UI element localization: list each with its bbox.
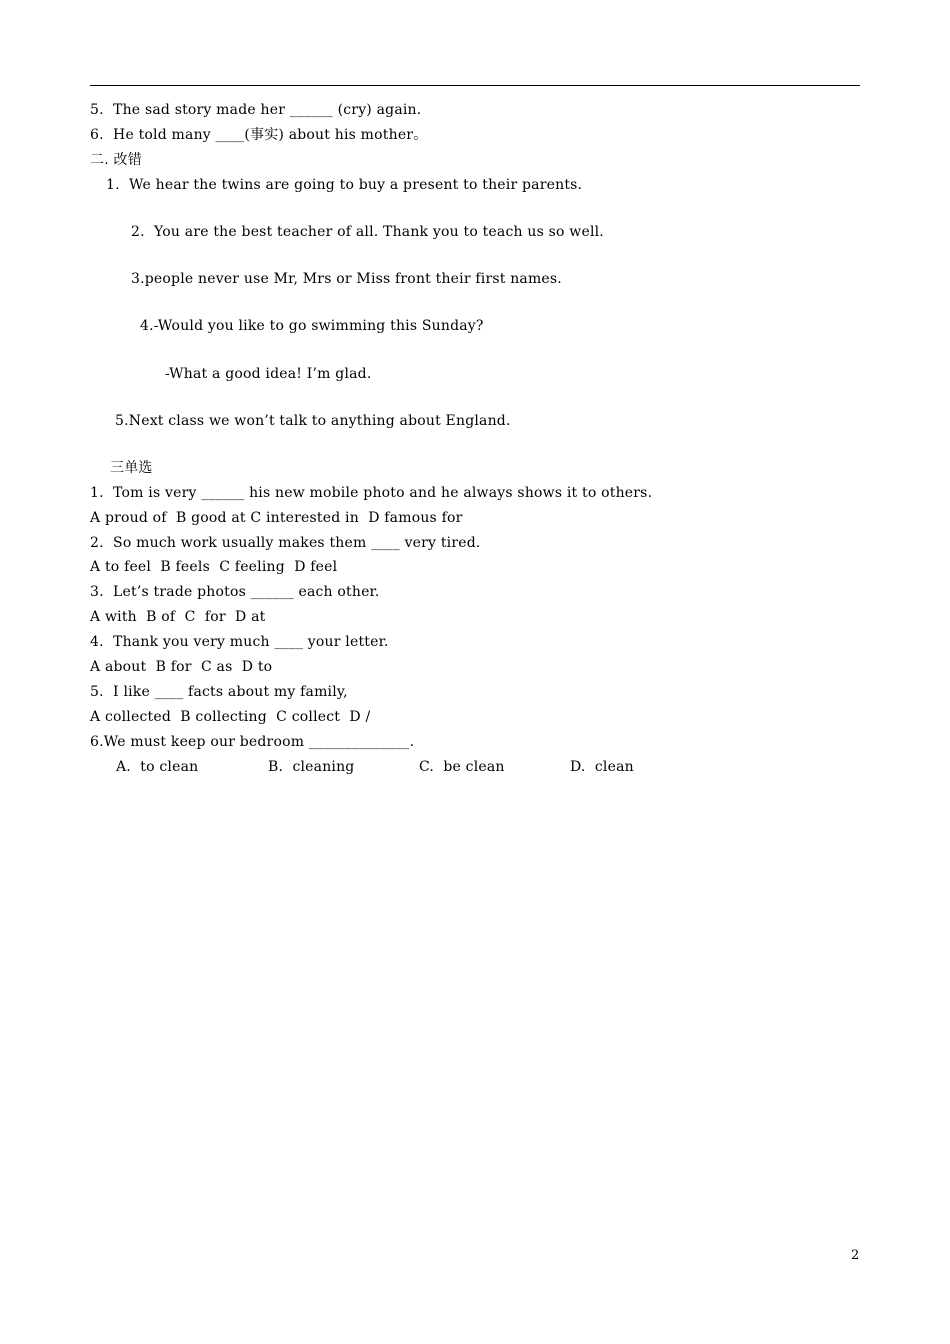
correction-question-1: 1. We hear the twins are going to buy a present to their parents. [106, 177, 583, 193]
correction-question-4-prompt: 4.-Would you like to go swimming this Sunday? [140, 318, 484, 334]
choice-question-6: 6.We must keep our bedroom ______________. [90, 734, 415, 750]
choice-question-1: 1. Tom is very ______ his new mobile photo and he always shows it to others. [90, 485, 653, 501]
choice-question-5: 5. I like ____ facts about my family, [90, 684, 348, 700]
choice-question-4: 4. Thank you very much ____ your letter. [90, 634, 389, 650]
choice-options-3: A with B of C for D at [90, 609, 266, 625]
correction-question-2: 2. You are the best teacher of all. Thank you to teach us so well. [131, 224, 604, 240]
page-number: 2 [851, 1248, 860, 1263]
choice-options-2: A to feel B feels C feeling D feel [90, 559, 338, 575]
choice-option-6a: A. to clean [116, 759, 199, 775]
correction-question-4-reply: -What a good idea! I’m glad. [165, 366, 372, 382]
choice-option-6b: B. cleaning [268, 759, 355, 775]
choice-options-4: A about B for C as D to [90, 659, 273, 675]
correction-question-3: 3.people never use Mr, Mrs or Miss front their first names. [131, 271, 562, 287]
question-fill-5: 5. The sad story made her ______ (cry) again. [90, 102, 422, 118]
choice-question-2: 2. So much work usually makes them ____ very tired. [90, 535, 481, 551]
correction-question-5: 5.Next class we won’t talk to anything about England. [115, 413, 511, 429]
section-heading-error-correction: 二. 改错 [90, 152, 142, 168]
header-rule [90, 85, 860, 86]
choice-option-6c: C. be clean [419, 759, 505, 775]
question-fill-6: 6. He told many ____(事实) about his mother。 [90, 127, 428, 143]
choice-option-6d: D. clean [570, 759, 634, 775]
section-heading-multiple-choice: 三单选 [110, 460, 153, 476]
choice-options-5: A collected B collecting C collect D / [90, 709, 371, 725]
choice-question-3: 3. Let’s trade photos ______ each other. [90, 584, 380, 600]
choice-options-1: A proud of B good at C interested in D famous for [90, 510, 463, 526]
